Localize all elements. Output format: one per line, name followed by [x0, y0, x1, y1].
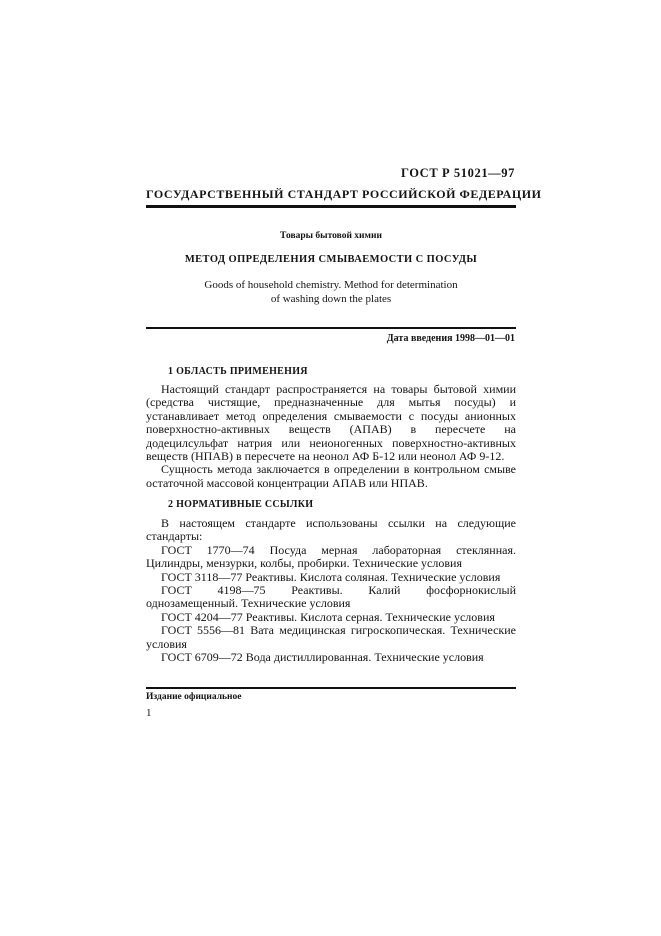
section-1-heading: 1 ОБЛАСТЬ ПРИМЕНЕНИЯ [168, 366, 308, 377]
english-title-line-2: of washing down the plates [270, 293, 392, 305]
gost-number: ГОСТ Р 51021—97 [400, 166, 515, 180]
reference-item: ГОСТ 5556—81 Вата медицинская гигроскопическая. Технические условия [146, 623, 516, 651]
english-title [146, 278, 516, 306]
paragraph: Настоящий стандарт распространяется на товары бытовой химии (средства чистящие, предназначенные для мытья посуды) и устанавливает метод определения смываемости с посуды анионных поверхностно-активных веществ (АПАВ) в пересчете на додецилсульфат натрия или неионогенных поверхностно-активных веществ (НПАВ) в пересчете на неонол АФ Б-12 или неонол АФ 9-12. [146, 382, 516, 464]
paragraph: Сущность метода заключается в определении в контрольном смыве остаточной массовой концентрации АПАВ или НПАВ. [146, 462, 516, 490]
english-title-line-1: Goods of household chemistry. Method for determination [204, 279, 458, 291]
product-category: Товары бытовой химии [280, 231, 382, 241]
header-divider [146, 205, 516, 208]
standard-title: ГОСУДАРСТВЕННЫЙ СТАНДАРТ РОССИЙСКОЙ ФЕДЕРАЦИИ [146, 187, 542, 201]
section-2-body [146, 517, 516, 664]
reference-item: ГОСТ 4204—77 Реактивы. Кислота серная. Технические условия [161, 609, 495, 624]
section-1-body [146, 383, 516, 490]
reference-item: ГОСТ 4198—75 Реактивы. Калий фосфорнокислый однозамещенный. Технические условия [146, 583, 516, 611]
section-2-heading: 2 НОРМАТИВНЫЕ ССЫЛКИ [168, 499, 314, 510]
page-number: 1 [146, 707, 152, 719]
reference-item: ГОСТ 6709—72 Вода дистиллированная. Технические условия [161, 650, 484, 665]
reference-item: ГОСТ 1770—74 Посуда мерная лабораторная стеклянная. Цилиндры, мензурки, колбы, пробирки. Технические условия [146, 542, 516, 571]
reference-item: ГОСТ 3118—77 Реактивы. Кислота соляная. Технические условия [161, 569, 501, 584]
document-title: МЕТОД ОПРЕДЕЛЕНИЯ СМЫВАЕМОСТИ С ПОСУДЫ [184, 254, 478, 265]
edition-label: Издание официальное [146, 692, 242, 702]
paragraph: В настоящем стандарте использованы ссылки на следующие стандарты: [146, 516, 516, 544]
title-divider [146, 327, 516, 329]
footer-divider [146, 687, 516, 689]
introduction-date: Дата введения 1998—01—01 [386, 333, 515, 344]
